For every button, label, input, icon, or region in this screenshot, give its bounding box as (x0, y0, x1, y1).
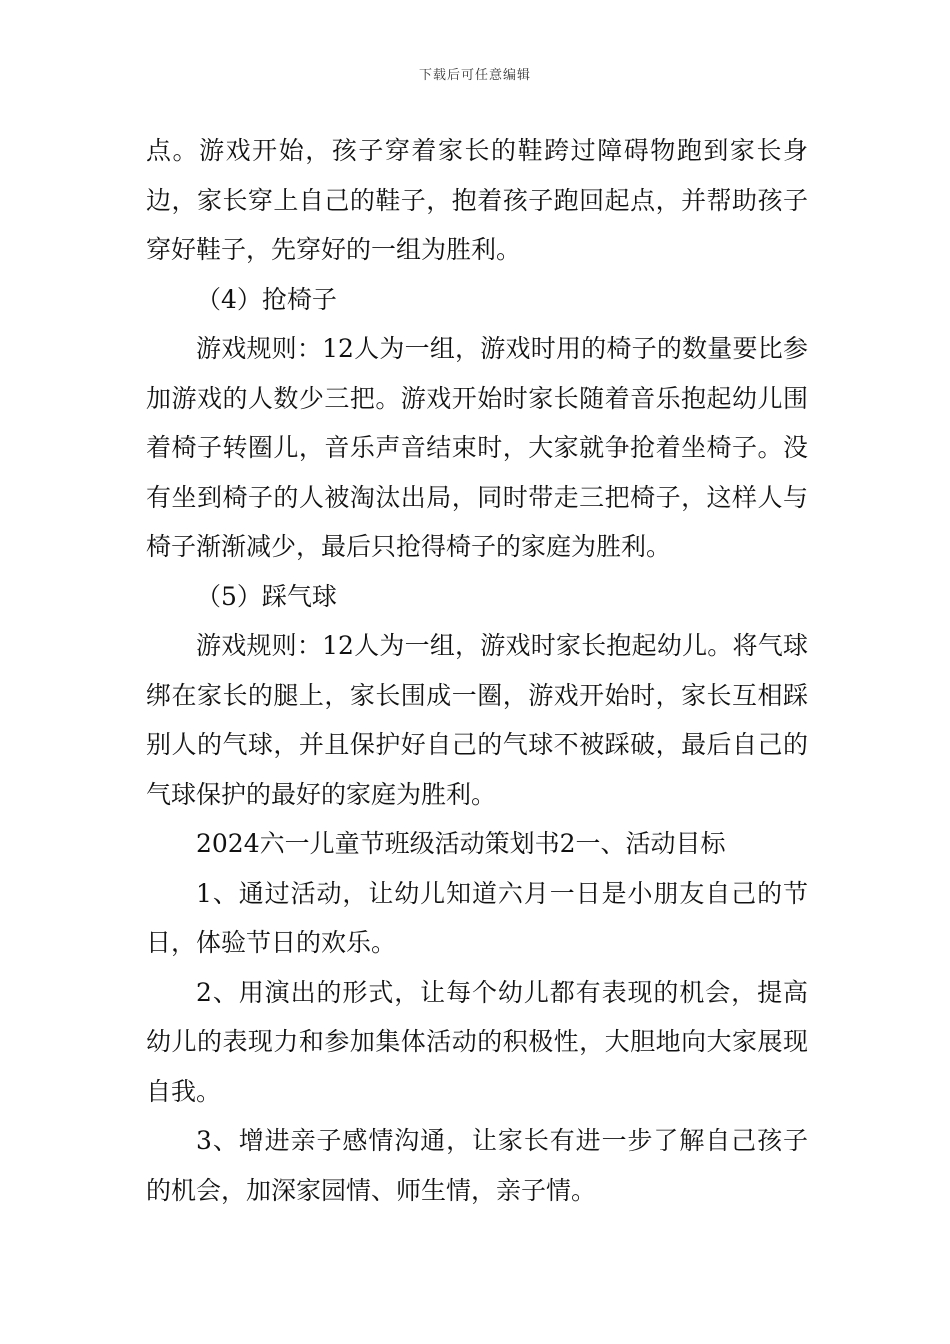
paragraph-continuation: 点。游戏开始，孩子穿着家长的鞋跨过障碍物跑到家长身边，家长穿上自己的鞋子，抱着孩子跑回起点，并帮助孩子穿好鞋子，先穿好的一组为胜利。 (146, 136, 808, 264)
header-note: 下载后可任意编辑 (418, 68, 531, 83)
paragraph-goal-1: 1、通过活动，让幼儿知道六月一日是小朋友自己的节日，体验节日的欢乐。 (146, 878, 808, 957)
paragraph-goal-3: 3、增进亲子感情沟通，让家长有进一步了解自己孩子的机会，加深家园情、师生情，亲子情。 (146, 1126, 808, 1205)
paragraph-goal-2: 2、用演出的形式，让每个幼儿都有表现的机会，提高幼儿的表现力和参加集体活动的积极性，大胆地向大家展现自我。 (146, 977, 808, 1106)
section-heading-grab-chairs: （4）抢椅子 (196, 284, 337, 314)
paragraph-stomp-balloons-rules: 游戏规则：12人为一组，游戏时家长抱起幼儿。将气球绑在家长的腿上，家长围成一圈，游戏开始时，家长互相踩别人的气球，并且保护好自己的气球不被踩破，最后自己的气球保护的最好的家庭为胜利。 (146, 631, 808, 809)
paragraph-grab-chairs-rules: 游戏规则：12人为一组，游戏时用的椅子的数量要比参加游戏的人数少三把。游戏开始时家长随着音乐抱起幼儿围着椅子转圈儿，音乐声音结束时，大家就争抢着坐椅子。没有坐到椅子的人被淘汰出局，同时带走三把椅子，这样人与椅子渐渐减少，最后只抢得椅子的家庭为胜利。 (146, 334, 808, 561)
paragraph-plan-title: 2024六一儿童节班级活动策划书2一、活动目标 (196, 829, 726, 858)
section-heading-stomp-balloons: （5）踩气球 (196, 581, 337, 611)
document-body (146, 126, 808, 1215)
